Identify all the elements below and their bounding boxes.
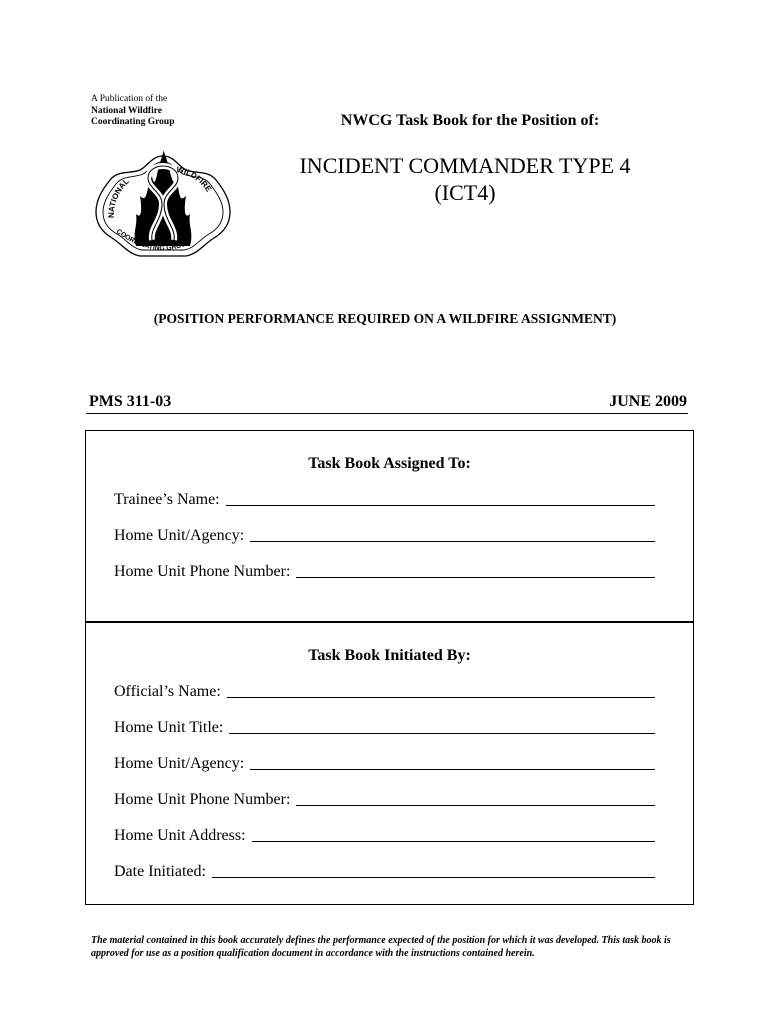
assigned-to-section xyxy=(85,430,694,623)
home-unit-title-field[interactable] xyxy=(114,715,655,737)
performance-requirement: (POSITION PERFORMANCE REQUIRED ON A WILDFIRE ASSIGNMENT) xyxy=(153,311,617,326)
blank-line[interactable] xyxy=(296,561,655,578)
blank-line[interactable] xyxy=(227,681,655,698)
official-name-field[interactable] xyxy=(114,679,655,701)
blank-line[interactable] xyxy=(212,861,655,878)
home-unit-phone-field[interactable] xyxy=(114,787,655,809)
field-label: Trainee’s Name: xyxy=(114,491,220,508)
blank-line[interactable] xyxy=(226,489,655,506)
home-unit-address-field[interactable] xyxy=(114,823,655,845)
publication-org-line: Coordinating Group xyxy=(91,117,175,127)
publication-date: JUNE 2009 xyxy=(609,393,687,410)
publication-credit xyxy=(91,94,175,129)
publication-org-line: National Wildfire xyxy=(91,105,162,116)
publication-line: A Publication of the xyxy=(91,94,168,104)
field-label: Home Unit Title: xyxy=(114,719,224,736)
initiated-by-title: Task Book Initiated By: xyxy=(308,647,471,664)
approval-statement: The material contained in this book accurately defines the performance expected of the position for which it was developed. This task book is approved for use as a position qualification document in accordance with the instructions contained herein. xyxy=(91,935,671,959)
assigned-to-title: Task Book Assigned To: xyxy=(308,455,471,472)
task-book-heading: NWCG Task Book for the Position of: xyxy=(340,112,600,129)
blank-line[interactable] xyxy=(252,825,655,842)
field-label: Home Unit/Agency: xyxy=(114,755,245,772)
pms-row xyxy=(86,393,688,414)
field-label: Home Unit Phone Number: xyxy=(114,563,291,580)
home-unit-phone-field[interactable] xyxy=(114,559,655,581)
blank-line[interactable] xyxy=(229,717,655,734)
trainee-name-field[interactable] xyxy=(114,487,655,509)
blank-line[interactable] xyxy=(250,753,655,770)
pms-number: PMS 311-03 xyxy=(89,393,172,410)
svg-text:NATIONAL xyxy=(107,177,131,219)
date-initiated-field[interactable] xyxy=(114,859,655,881)
blank-line[interactable] xyxy=(296,789,655,806)
field-label: Home Unit Phone Number: xyxy=(114,791,291,808)
seal-text-coordinating-group: COORDINATING GROUP xyxy=(114,228,192,253)
seal-text-national: NATIONAL xyxy=(106,176,131,219)
position-code: (ICT4) xyxy=(434,180,496,205)
field-label: Home Unit Address: xyxy=(114,827,246,844)
field-label: Official’s Name: xyxy=(114,683,221,700)
seal-text-wildfire: WILDFIRE xyxy=(175,165,214,194)
home-unit-agency-field[interactable] xyxy=(114,523,655,545)
initiated-by-section xyxy=(85,621,694,905)
position-title: INCIDENT COMMANDER TYPE 4 xyxy=(299,153,631,178)
blank-line[interactable] xyxy=(250,525,655,542)
field-label: Date Initiated: xyxy=(114,863,206,880)
field-label: Home Unit/Agency: xyxy=(114,527,245,544)
home-unit-agency-field[interactable] xyxy=(114,751,655,773)
position-title-block xyxy=(200,152,730,206)
